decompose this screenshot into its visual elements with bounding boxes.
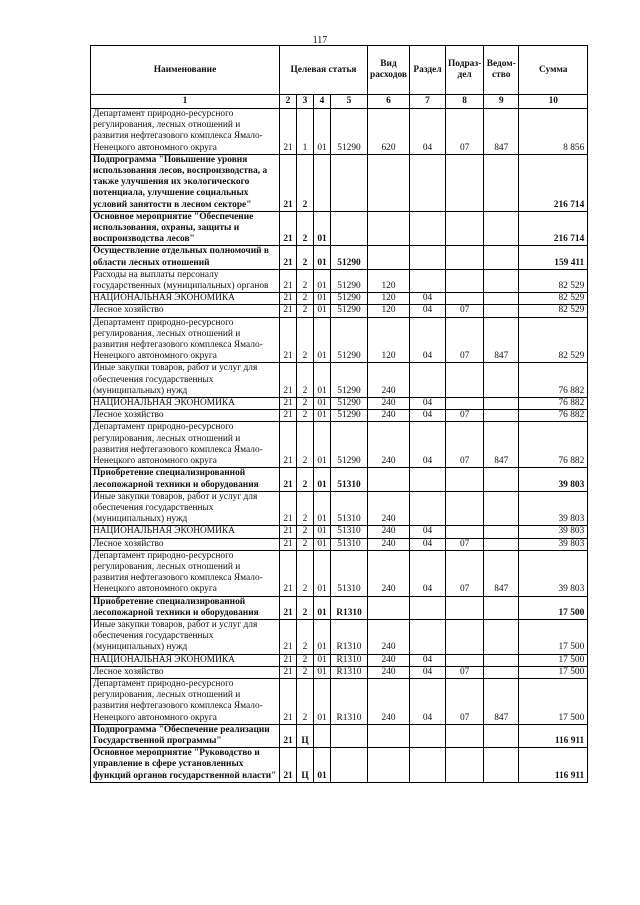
table-cell-section: 04 <box>410 317 446 363</box>
table-cell-expense-type: 120 <box>368 269 410 292</box>
table-cell-amount: 39 803 <box>519 468 588 491</box>
table-cell-department: 847 <box>484 422 519 468</box>
table-row <box>91 526 588 538</box>
column-number: 9 <box>484 95 519 109</box>
table-cell-expense-type: 240 <box>368 398 410 410</box>
table-cell-activity: 01 <box>314 305 331 317</box>
header-target: Целевая статья <box>280 46 368 95</box>
table-cell-name: Расходы на выплаты персоналу государственных (муниципальных) органов <box>91 269 280 292</box>
table-cell-department <box>484 724 519 747</box>
table-cell-direction: 51290 <box>331 422 368 468</box>
table-cell-activity: 01 <box>314 468 331 491</box>
table-cell-amount: 82 529 <box>519 305 588 317</box>
table-cell-direction: 51290 <box>331 269 368 292</box>
table-cell-expense-type <box>368 748 410 783</box>
table-cell-activity: 01 <box>314 619 331 654</box>
table-cell-department <box>484 491 519 526</box>
table-cell-direction: 51310 <box>331 468 368 491</box>
table-cell-subprogram: 2 <box>297 363 314 398</box>
table-row <box>91 305 588 317</box>
table-cell-amount: 76 882 <box>519 422 588 468</box>
table-cell-expense-type: 240 <box>368 619 410 654</box>
table-cell-subsection <box>446 468 484 491</box>
table-cell-activity <box>314 724 331 747</box>
table-cell-name: НАЦИОНАЛЬНАЯ ЭКОНОМИКА <box>91 398 280 410</box>
table-cell-subsection <box>446 211 484 246</box>
table-row <box>91 246 588 269</box>
table-cell-subprogram: 2 <box>297 491 314 526</box>
column-number: 2 <box>280 95 297 109</box>
table-cell-department <box>484 305 519 317</box>
table-cell-department <box>484 154 519 211</box>
table-cell-name: НАЦИОНАЛЬНАЯ ЭКОНОМИКА <box>91 526 280 538</box>
table-cell-department <box>484 363 519 398</box>
table-cell-department <box>484 468 519 491</box>
table-cell-direction: R1310 <box>331 619 368 654</box>
table-cell-program: 21 <box>280 410 297 422</box>
table-cell-program: 21 <box>280 363 297 398</box>
table-cell-activity: 01 <box>314 211 331 246</box>
table-cell-department <box>484 269 519 292</box>
table-cell-activity: 01 <box>314 748 331 783</box>
table-row <box>91 724 588 747</box>
table-cell-expense-type <box>368 246 410 269</box>
table-cell-activity: 01 <box>314 363 331 398</box>
table-cell-name: Департамент природно-ресурсного регулирования, лесных отношений и развития нефтегазового комплекса Ямало-Ненецкого автономного округа <box>91 317 280 363</box>
table-cell-activity: 01 <box>314 666 331 678</box>
table-cell-program: 21 <box>280 748 297 783</box>
table-cell-name: Департамент природно-ресурсного регулирования, лесных отношений и развития нефтегазового комплекса Ямало-Ненецкого автономного округа <box>91 109 280 155</box>
table-cell-section <box>410 491 446 526</box>
table-row <box>91 363 588 398</box>
table-cell-program: 21 <box>280 422 297 468</box>
table-cell-program: 21 <box>280 211 297 246</box>
table-cell-subsection: 07 <box>446 305 484 317</box>
table-cell-direction: 51310 <box>331 538 368 550</box>
table-cell-section: 04 <box>410 305 446 317</box>
table-cell-section <box>410 211 446 246</box>
table-cell-direction: 51290 <box>331 293 368 305</box>
table-cell-amount: 17 500 <box>519 596 588 619</box>
table-cell-amount: 116 911 <box>519 748 588 783</box>
table-cell-department <box>484 526 519 538</box>
table-cell-name: Осуществление отдельных полномочий в области лесных отношений <box>91 246 280 269</box>
table-cell-department: 847 <box>484 317 519 363</box>
table-cell-direction: 51310 <box>331 491 368 526</box>
table-cell-activity: 01 <box>314 317 331 363</box>
table-cell-department <box>484 410 519 422</box>
table-row <box>91 410 588 422</box>
table-cell-program: 21 <box>280 154 297 211</box>
table-cell-subsection: 07 <box>446 550 484 596</box>
table-cell-program: 21 <box>280 317 297 363</box>
table-cell-subprogram: 2 <box>297 422 314 468</box>
table-cell-name: Основное мероприятие "Руководство и управление в сфере установленных функций органов государственной власти" <box>91 748 280 783</box>
table-cell-amount: 76 882 <box>519 410 588 422</box>
table-cell-name: НАЦИОНАЛЬНАЯ ЭКОНОМИКА <box>91 293 280 305</box>
table-cell-subsection <box>446 269 484 292</box>
table-cell-name: Подпрограмма "Повышение уровня использования лесов, воспроизводства, а также улучшения их экологического потенциала, улучшение социальных условий занятости в лесном секторе" <box>91 154 280 211</box>
table-cell-subprogram: 2 <box>297 596 314 619</box>
table-cell-subprogram: 2 <box>297 538 314 550</box>
table-cell-amount: 17 500 <box>519 654 588 666</box>
table-cell-subprogram: 2 <box>297 246 314 269</box>
table-cell-section: 04 <box>410 666 446 678</box>
table-cell-expense-type <box>368 468 410 491</box>
table-cell-activity: 01 <box>314 269 331 292</box>
table-cell-subprogram: 2 <box>297 154 314 211</box>
table-cell-expense-type <box>368 154 410 211</box>
table-cell-subsection: 07 <box>446 317 484 363</box>
table-cell-name: Департамент природно-ресурсного регулирования, лесных отношений и развития нефтегазового комплекса Ямало-Ненецкого автономного округа <box>91 422 280 468</box>
table-row <box>91 468 588 491</box>
table-cell-amount: 17 500 <box>519 678 588 724</box>
table-cell-activity <box>314 154 331 211</box>
table-cell-direction <box>331 154 368 211</box>
column-number: 10 <box>519 95 588 109</box>
table-cell-direction: 51310 <box>331 526 368 538</box>
table-cell-program: 21 <box>280 109 297 155</box>
table-cell-name: Департамент природно-ресурсного регулирования, лесных отношений и развития нефтегазового комплекса Ямало-Ненецкого автономного округа <box>91 550 280 596</box>
table-row <box>91 269 588 292</box>
table-cell-program: 21 <box>280 398 297 410</box>
table-cell-expense-type: 240 <box>368 422 410 468</box>
table-cell-expense-type: 240 <box>368 526 410 538</box>
table-cell-program: 21 <box>280 246 297 269</box>
table-cell-section: 04 <box>410 678 446 724</box>
table-cell-direction: R1310 <box>331 678 368 724</box>
table-cell-program: 21 <box>280 538 297 550</box>
table-cell-name: Лесное хозяйство <box>91 305 280 317</box>
table-cell-direction <box>331 748 368 783</box>
table-cell-program: 21 <box>280 550 297 596</box>
table-cell-activity: 01 <box>314 422 331 468</box>
table-cell-subsection <box>446 724 484 747</box>
table-cell-subprogram: 2 <box>297 619 314 654</box>
table-cell-direction: 51290 <box>331 305 368 317</box>
table-cell-amount: 76 882 <box>519 363 588 398</box>
table-cell-name: НАЦИОНАЛЬНАЯ ЭКОНОМИКА <box>91 654 280 666</box>
table-cell-direction: 51290 <box>331 363 368 398</box>
table-cell-section <box>410 246 446 269</box>
table-cell-name: Приобретение специализированной лесопожарной техники и оборудования <box>91 596 280 619</box>
table-cell-direction: 51290 <box>331 246 368 269</box>
table-cell-amount: 82 529 <box>519 293 588 305</box>
table-cell-section: 04 <box>410 293 446 305</box>
table-row <box>91 109 588 155</box>
table-cell-section <box>410 596 446 619</box>
table-cell-program: 21 <box>280 596 297 619</box>
table-cell-expense-type <box>368 724 410 747</box>
table-cell-subprogram: 2 <box>297 211 314 246</box>
table-cell-subsection: 07 <box>446 422 484 468</box>
table-cell-subsection: 07 <box>446 109 484 155</box>
table-cell-section <box>410 619 446 654</box>
table-row <box>91 422 588 468</box>
table-cell-subsection <box>446 491 484 526</box>
table-cell-expense-type: 240 <box>368 550 410 596</box>
table-cell-department <box>484 619 519 654</box>
table-cell-subprogram: 2 <box>297 468 314 491</box>
column-number: 1 <box>91 95 280 109</box>
table-cell-subprogram: 2 <box>297 550 314 596</box>
table-cell-activity: 01 <box>314 491 331 526</box>
table-cell-direction: 51310 <box>331 550 368 596</box>
table-cell-direction: R1310 <box>331 596 368 619</box>
table-cell-name: Приобретение специализированной лесопожарной техники и оборудования <box>91 468 280 491</box>
table-cell-section: 04 <box>410 410 446 422</box>
header-department: Ведом-ство <box>484 46 519 95</box>
table-cell-program: 21 <box>280 654 297 666</box>
table-cell-amount: 82 529 <box>519 317 588 363</box>
table-cell-subsection <box>446 654 484 666</box>
table-cell-program: 21 <box>280 491 297 526</box>
table-cell-subprogram: 2 <box>297 398 314 410</box>
table-row <box>91 596 588 619</box>
table-row <box>91 654 588 666</box>
table-cell-department: 847 <box>484 109 519 155</box>
table-cell-program: 21 <box>280 526 297 538</box>
table-cell-expense-type: 240 <box>368 363 410 398</box>
column-number: 6 <box>368 95 410 109</box>
table-cell-name: Иные закупки товаров, работ и услуг для обеспечения государственных (муниципальных) нужд <box>91 363 280 398</box>
header-name: Наименование <box>91 46 280 95</box>
table-cell-subsection: 07 <box>446 410 484 422</box>
table-cell-name: Лесное хозяйство <box>91 666 280 678</box>
table-cell-subprogram: Ц <box>297 724 314 747</box>
table-row <box>91 666 588 678</box>
table-cell-department: 847 <box>484 550 519 596</box>
table-cell-subsection <box>446 246 484 269</box>
table-cell-expense-type: 120 <box>368 305 410 317</box>
table-cell-activity: 01 <box>314 246 331 269</box>
table-cell-activity: 01 <box>314 109 331 155</box>
table-cell-department <box>484 666 519 678</box>
table-cell-section <box>410 468 446 491</box>
table-cell-department <box>484 211 519 246</box>
table-cell-section <box>410 748 446 783</box>
table-cell-subsection: 07 <box>446 678 484 724</box>
table-cell-section <box>410 269 446 292</box>
table-cell-program: 21 <box>280 724 297 747</box>
table-cell-program: 21 <box>280 678 297 724</box>
header-subsection: Подраз-дел <box>446 46 484 95</box>
table-cell-expense-type: 120 <box>368 293 410 305</box>
table-cell-amount: 39 803 <box>519 550 588 596</box>
table-cell-department <box>484 246 519 269</box>
table-cell-name: Лесное хозяйство <box>91 538 280 550</box>
table-cell-subsection <box>446 526 484 538</box>
table-cell-section <box>410 724 446 747</box>
table-cell-subprogram: 1 <box>297 109 314 155</box>
column-number: 8 <box>446 95 484 109</box>
table-cell-direction <box>331 724 368 747</box>
table-cell-subprogram: 2 <box>297 317 314 363</box>
table-cell-amount: 8 856 <box>519 109 588 155</box>
table-cell-amount: 159 411 <box>519 246 588 269</box>
header-expense-type: Вид расходов <box>368 46 410 95</box>
table-cell-section: 04 <box>410 398 446 410</box>
table-cell-expense-type <box>368 211 410 246</box>
table-cell-subsection: 07 <box>446 538 484 550</box>
table-row <box>91 538 588 550</box>
table-cell-name: Лесное хозяйство <box>91 410 280 422</box>
column-number: 4 <box>314 95 331 109</box>
table-cell-amount: 76 882 <box>519 398 588 410</box>
table-cell-activity: 01 <box>314 410 331 422</box>
table-cell-amount: 39 803 <box>519 538 588 550</box>
table-row <box>91 317 588 363</box>
table-cell-department: 847 <box>484 678 519 724</box>
table-cell-direction: 51290 <box>331 317 368 363</box>
table-cell-direction: R1310 <box>331 654 368 666</box>
table-cell-program: 21 <box>280 619 297 654</box>
table-cell-activity: 01 <box>314 678 331 724</box>
table-row <box>91 491 588 526</box>
table-cell-expense-type: 240 <box>368 666 410 678</box>
table-cell-section <box>410 363 446 398</box>
table-cell-name: Иные закупки товаров, работ и услуг для обеспечения государственных (муниципальных) нужд <box>91 491 280 526</box>
budget-table <box>90 45 588 783</box>
table-cell-department <box>484 596 519 619</box>
table-cell-amount: 39 803 <box>519 491 588 526</box>
header-section: Раздел <box>410 46 446 95</box>
table-cell-subsection: 07 <box>446 666 484 678</box>
table-cell-section: 04 <box>410 109 446 155</box>
table-cell-section: 04 <box>410 654 446 666</box>
table-cell-program: 21 <box>280 305 297 317</box>
table-row <box>91 619 588 654</box>
table-cell-subsection <box>446 293 484 305</box>
column-number: 7 <box>410 95 446 109</box>
table-row <box>91 678 588 724</box>
table-cell-program: 21 <box>280 468 297 491</box>
page-number: 117 <box>312 35 328 46</box>
table-cell-subsection <box>446 363 484 398</box>
table-cell-amount: 216 714 <box>519 154 588 211</box>
table-cell-direction: 51290 <box>331 398 368 410</box>
table-cell-subprogram: 2 <box>297 526 314 538</box>
table-cell-subprogram: Ц <box>297 748 314 783</box>
table-cell-name: Иные закупки товаров, работ и услуг для обеспечения государственных (муниципальных) нужд <box>91 619 280 654</box>
table-cell-activity: 01 <box>314 526 331 538</box>
table-cell-expense-type: 240 <box>368 491 410 526</box>
table-cell-department <box>484 538 519 550</box>
table-cell-subsection <box>446 748 484 783</box>
table-cell-expense-type: 240 <box>368 654 410 666</box>
table-cell-subsection <box>446 596 484 619</box>
table-cell-direction: R1310 <box>331 666 368 678</box>
table-cell-section: 04 <box>410 550 446 596</box>
table-cell-name: Подпрограмма "Обеспечение реализации Государственной программы" <box>91 724 280 747</box>
table-cell-expense-type: 240 <box>368 678 410 724</box>
table-cell-subsection <box>446 154 484 211</box>
header-column-numbers <box>91 95 588 109</box>
table-row <box>91 211 588 246</box>
table-cell-amount: 116 911 <box>519 724 588 747</box>
table-cell-expense-type: 620 <box>368 109 410 155</box>
table-cell-amount: 39 803 <box>519 526 588 538</box>
table-cell-amount: 216 714 <box>519 211 588 246</box>
column-number: 3 <box>297 95 314 109</box>
table-cell-expense-type: 240 <box>368 538 410 550</box>
table-cell-department <box>484 398 519 410</box>
table-cell-program: 21 <box>280 293 297 305</box>
table-cell-amount: 17 500 <box>519 619 588 654</box>
header-amount: Сумма <box>519 46 588 95</box>
table-cell-direction: 51290 <box>331 410 368 422</box>
table-cell-department <box>484 654 519 666</box>
table-cell-activity: 01 <box>314 550 331 596</box>
table-cell-department <box>484 293 519 305</box>
table-cell-activity: 01 <box>314 293 331 305</box>
column-number: 5 <box>331 95 368 109</box>
table-cell-activity: 01 <box>314 654 331 666</box>
table-cell-expense-type: 120 <box>368 317 410 363</box>
table-cell-program: 21 <box>280 666 297 678</box>
table-cell-activity: 01 <box>314 538 331 550</box>
table-cell-subprogram: 2 <box>297 305 314 317</box>
table-cell-program: 21 <box>280 269 297 292</box>
table-cell-department <box>484 748 519 783</box>
table-cell-subprogram: 2 <box>297 410 314 422</box>
table-row <box>91 398 588 410</box>
table-row <box>91 293 588 305</box>
table-row <box>91 550 588 596</box>
table-cell-subsection <box>446 619 484 654</box>
table-cell-subprogram: 2 <box>297 654 314 666</box>
table-cell-subprogram: 2 <box>297 293 314 305</box>
table-cell-expense-type <box>368 596 410 619</box>
table-cell-section: 04 <box>410 526 446 538</box>
table-cell-subprogram: 2 <box>297 678 314 724</box>
table-cell-name: Основное мероприятие "Обеспечение использования, охраны, защиты и воспроизводства лесов" <box>91 211 280 246</box>
table-cell-expense-type: 240 <box>368 410 410 422</box>
table-cell-section: 04 <box>410 538 446 550</box>
table-cell-subprogram: 2 <box>297 269 314 292</box>
table-cell-direction: 51290 <box>331 109 368 155</box>
table-cell-name: Департамент природно-ресурсного регулирования, лесных отношений и развития нефтегазового комплекса Ямало-Ненецкого автономного округа <box>91 678 280 724</box>
table-cell-activity: 01 <box>314 596 331 619</box>
table-cell-amount: 82 529 <box>519 269 588 292</box>
table-cell-amount: 17 500 <box>519 666 588 678</box>
table-cell-subprogram: 2 <box>297 666 314 678</box>
table-row <box>91 748 588 783</box>
table-cell-section: 04 <box>410 422 446 468</box>
table-cell-direction <box>331 211 368 246</box>
table-cell-section <box>410 154 446 211</box>
table-row <box>91 154 588 211</box>
table-cell-activity: 01 <box>314 398 331 410</box>
table-cell-subsection <box>446 398 484 410</box>
